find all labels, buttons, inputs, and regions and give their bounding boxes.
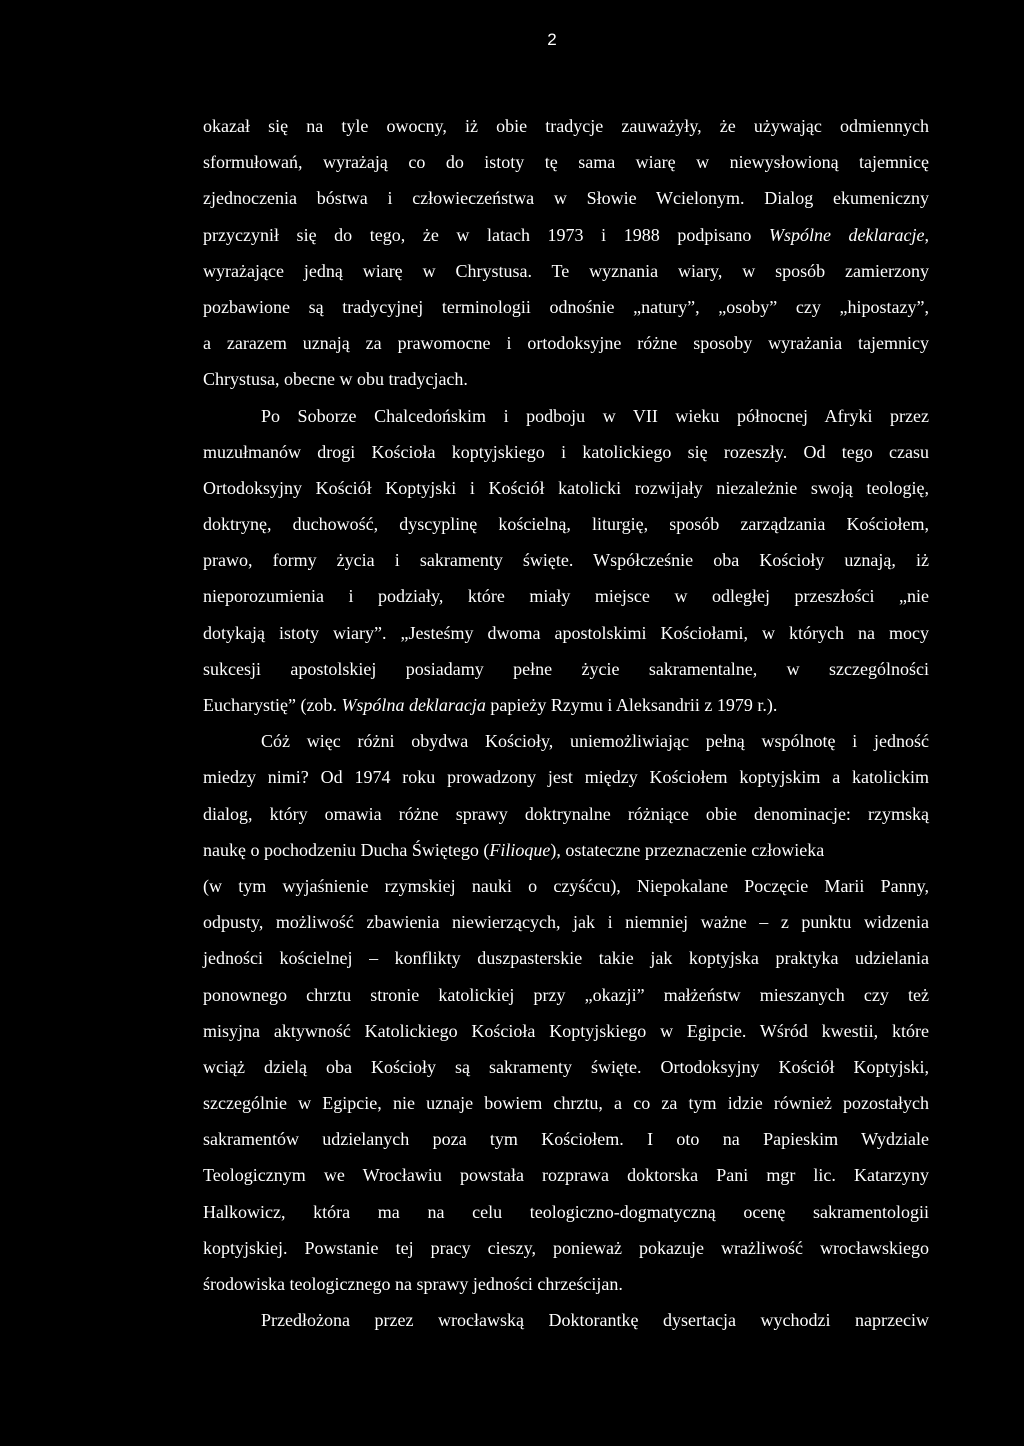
italic-title: Wspólne deklaracje — [768, 224, 925, 245]
text-line: Teologicznym we Wrocławiu powstała rozprawa doktorska Pani mgr lic. Katarzyny — [203, 1165, 929, 1186]
text-line: dialog, który omawia różne sprawy doktrynalne różniące obie denominacje: rzymską — [203, 803, 929, 824]
text-line — [203, 832, 929, 868]
text-line — [203, 687, 929, 723]
text-line: muzułmanów drogi Kościoła koptyjskiego i katolickiego się rozeszły. Od tego czasu — [203, 441, 929, 462]
text-line: pozbawione są tradycyjnej terminologii odnośnie „natury”, „osoby” czy „hipostazy”, — [203, 296, 929, 317]
text-line: Chrystusa, obecne w obu tradycjach. — [203, 369, 468, 390]
text-line: misyjna aktywność Katolickiego Kościoła Koptyjskiego w Egipcie. Wśród kwestii, które — [203, 1020, 929, 1041]
text-segment: naukę o pochodzeniu Ducha Świętego ( — [203, 839, 490, 860]
document-body — [203, 108, 929, 1338]
text-line: miedzy nimi? Od 1974 roku prowadzony jest między Kościołem koptyjskim a katolickim — [203, 767, 929, 788]
text-line: Przedłożona przez wrocławską Doktorantkę dysertacja wychodzi naprzeciw — [261, 1310, 929, 1331]
text-segment: , — [924, 224, 930, 245]
text-segment: ), ostateczne przeznaczenie człowieka — [550, 839, 825, 860]
text-line: wciąż dzielą oba Kościoły są sakramenty święte. Ortodoksyjny Kościół Koptyjski, — [203, 1056, 929, 1077]
text-line: sformułowań, wyrażają co do istoty tę sama wiarę w niewysłowioną tajemnicę — [203, 152, 929, 173]
text-line: szczególnie w Egipcie, nie uznaje bowiem chrztu, a co za tym idzie również pozostałych — [203, 1093, 929, 1114]
text-line: okazał się na tyle owocny, iż obie tradycje zauważyły, że używając odmiennych — [203, 116, 929, 136]
text-line: Po Soborze Chalcedońskim i podboju w VII wieku północnej Afryki przez — [261, 405, 929, 426]
text-line: doktrynę, duchowość, dyscyplinę kościelną, liturgię, sposób zarządzania Kościołem, — [203, 514, 929, 535]
text-line: wyrażające jedną wiarę w Chrystusa. Te wyznania wiary, w sposób zamierzony — [203, 260, 929, 281]
text-line — [203, 217, 929, 253]
text-line: Cóż więc różni obydwa Kościoły, uniemożliwiając pełną wspólnotę i jedność — [261, 731, 929, 752]
text-line: a zarazem uznają za prawomocne i ortodoksyjne różne sposoby wyrażania tajemnicy — [203, 333, 929, 354]
text-line: Ortodoksyjny Kościół Koptyjski i Kościół katolicki rozwijały niezależnie swoją teologię, — [203, 477, 929, 498]
text-line: dotykają istoty wiary”. „Jesteśmy dwoma apostolskimi Kościołami, w których na mocy — [203, 622, 929, 643]
text-line: ponownego chrztu stronie katolickiej przy „okazji” małżeństw mieszanych czy też — [203, 984, 929, 1005]
text-line: Halkowicz, która ma na celu teologiczno-dogmatyczną ocenę sakramentologii — [203, 1201, 929, 1222]
text-line: sukcesji apostolskiej posiadamy pełne życie sakramentalne, w szczególności — [203, 658, 929, 679]
text-segment: papieży Rzymu i Aleksandrii z 1979 r.). — [485, 695, 778, 715]
italic-title: Filioque — [489, 839, 551, 860]
page-number: 2 — [547, 30, 557, 49]
text-line: sakramentów udzielanych poza tym Kościołem. I oto na Papieskim Wydziale — [203, 1129, 929, 1150]
text-line: jedności kościelnej – konflikty duszpasterskie takie jak koptyjska praktyka udzielania — [203, 948, 929, 969]
text-line: odpusty, możliwość zbawienia niewierzących, jak i niemniej ważne – z punktu widzenia — [203, 912, 929, 933]
text-line: koptyjskiej. Powstanie tej pracy cieszy, ponieważ pokazuje wrażliwość wrocławskiego — [203, 1237, 929, 1258]
text-line: prawo, formy życia i sakramenty święte. Współcześnie oba Kościoły uznają, iż — [203, 550, 929, 571]
text-line: (w tym wyjaśnienie rzymskiej nauki o czyśćcu), Niepokalane Poczęcie Marii Panny, — [203, 875, 929, 896]
text-segment: przyczynił się do tego, że w latach 1973 i 1988 podpisano — [203, 224, 769, 245]
text-line: środowiska teologicznego na sprawy jedności chrześcijan. — [203, 1274, 623, 1294]
italic-title: Wspólna deklaracja — [341, 695, 486, 715]
text-line: zjednoczenia bóstwa i człowieczeństwa w Słowie Wcielonym. Dialog ekumeniczny — [203, 188, 929, 209]
text-segment: Eucharystię” (zob. — [203, 695, 342, 715]
text-line: nieporozumienia i podziały, które miały miejsce w odległej przeszłości „nie — [203, 586, 929, 607]
